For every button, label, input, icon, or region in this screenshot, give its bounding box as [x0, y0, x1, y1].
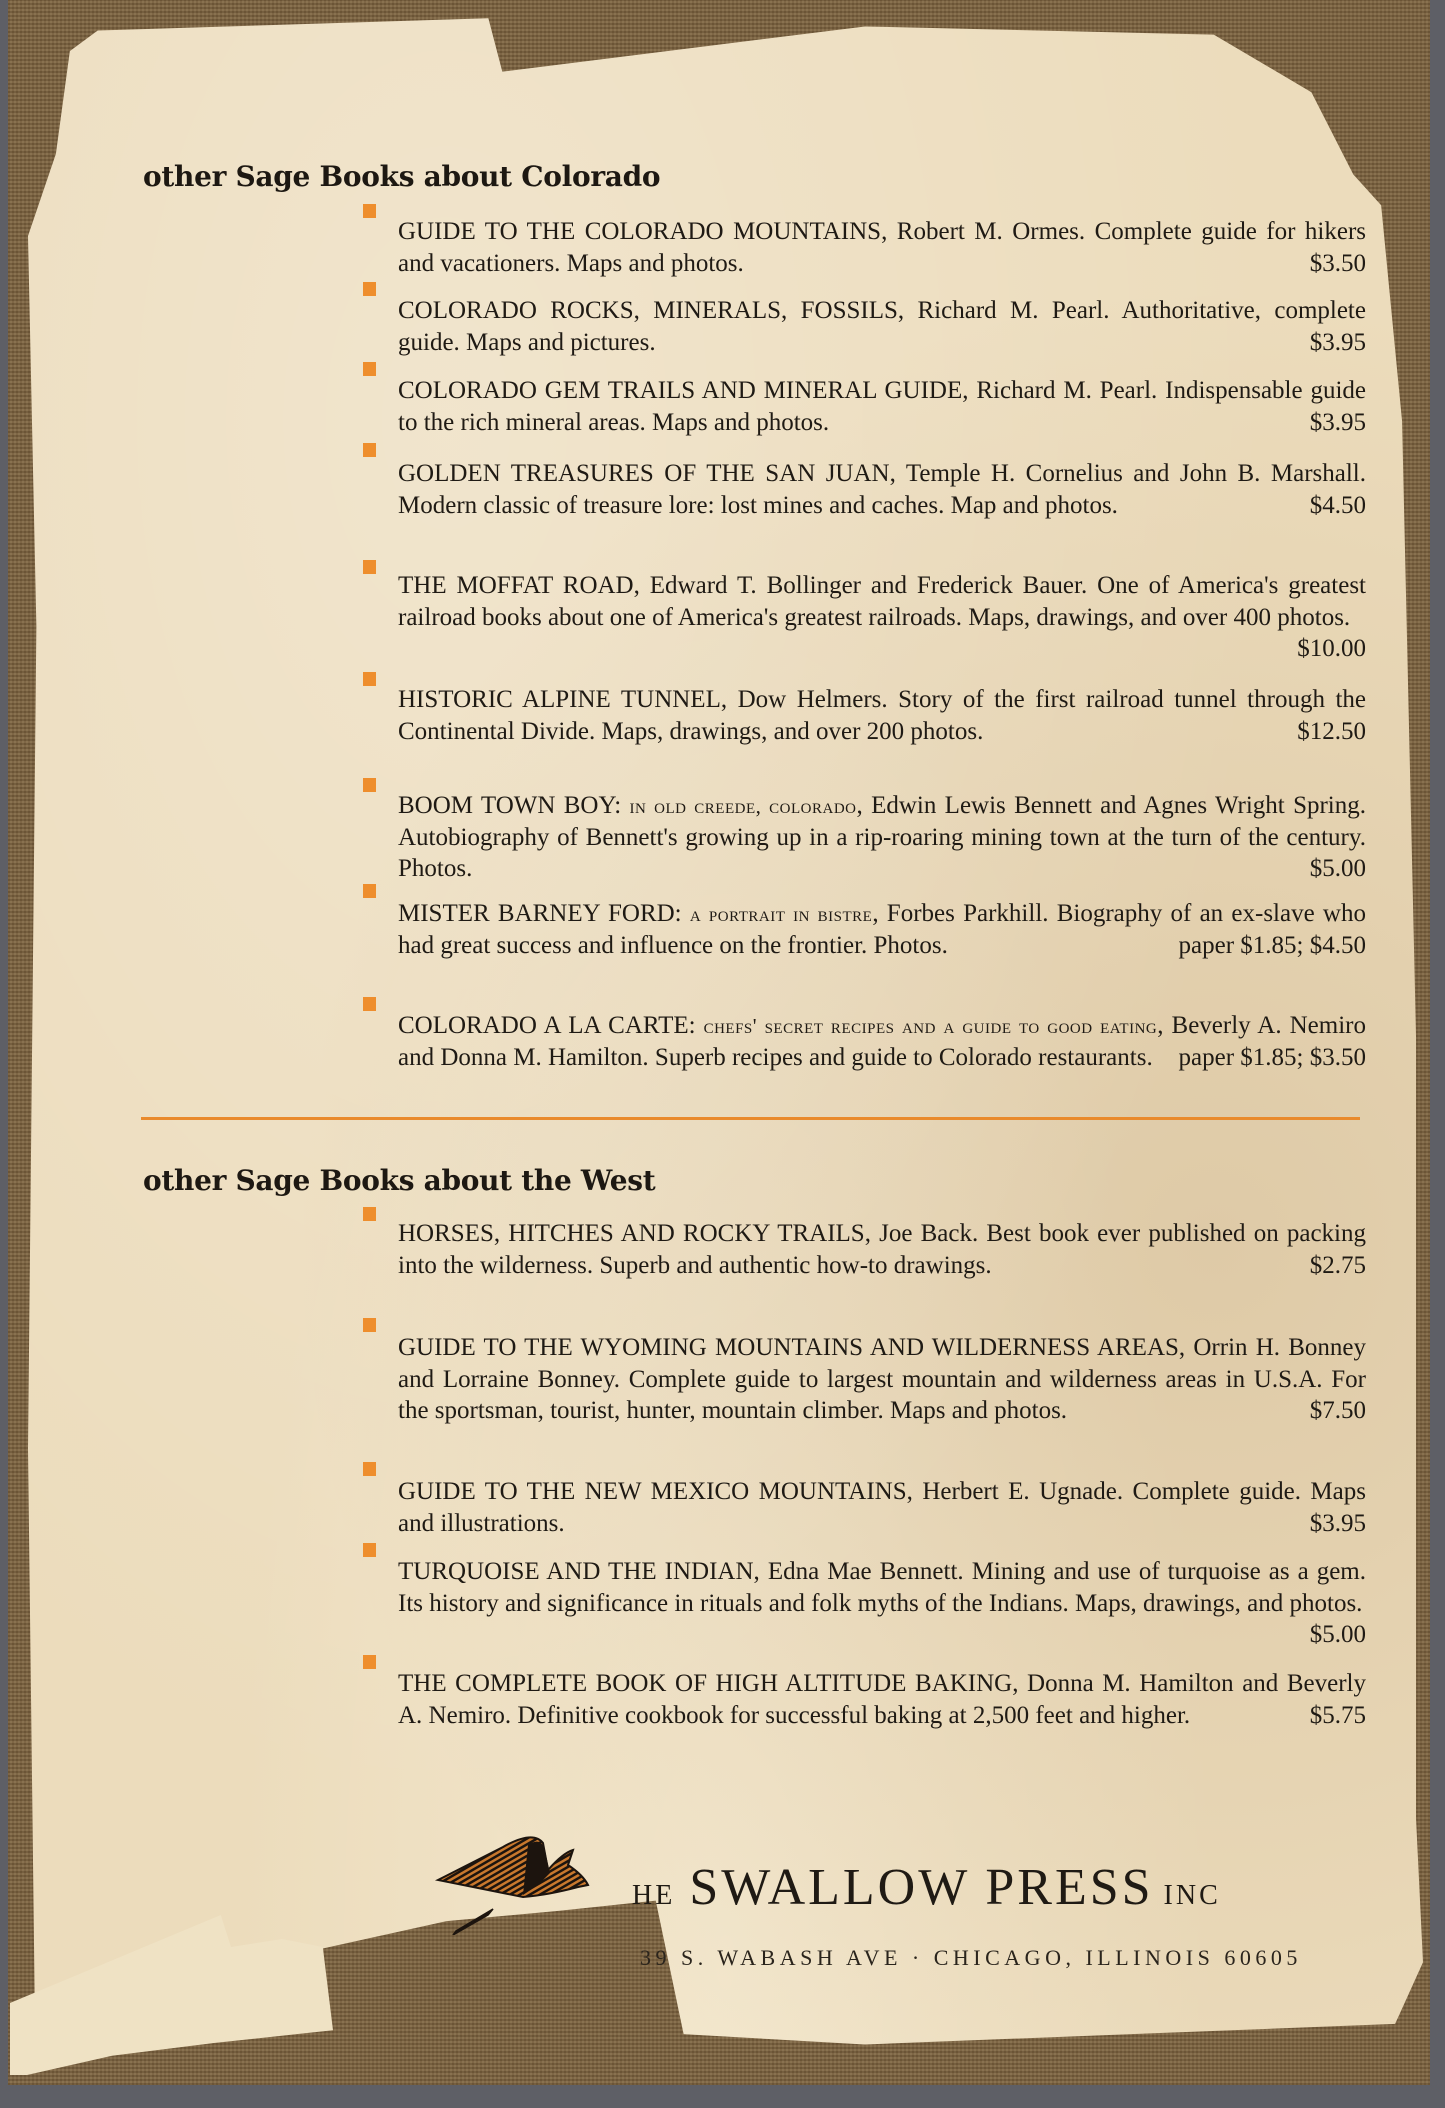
book-price: paper $1.85; $3.50: [1178, 1044, 1366, 1071]
book-title: HISTORIC ALPINE TUNNEL: [398, 686, 721, 713]
book-entry: [398, 1668, 1366, 1731]
swallow-bird-icon: [428, 1825, 598, 1935]
book-description: , Richard M. Pearl. Authoritative, complete guide. Maps and pictures.: [398, 297, 1366, 356]
book-title: MISTER BARNEY FORD:: [398, 900, 690, 927]
book-description: , Joe Back. Best book ever published on packing into the wilderness. Superb and authentic how-to drawings.: [398, 1220, 1366, 1279]
publisher-inc: INC: [1163, 1880, 1221, 1911]
book-price: $3.50: [1309, 250, 1366, 277]
publisher-logo: [632, 1858, 1221, 1917]
book-entry: [398, 1476, 1366, 1539]
book-price: $10.00: [1297, 635, 1366, 662]
book-title: COLORADO A LA CARTE:: [398, 1012, 704, 1039]
book-entry: [398, 1218, 1366, 1281]
book-entry: [398, 375, 1366, 438]
orange-bullet-icon: [363, 1462, 376, 1476]
book-entry: [398, 216, 1366, 279]
book-price: $4.50: [1309, 492, 1366, 519]
publisher-address: 39 S. WABASH AVE · CHICAGO, ILLINOIS 60605: [640, 1945, 1302, 1970]
book-entry: [398, 570, 1366, 664]
book-entry: [398, 1556, 1366, 1650]
book-entry: [398, 790, 1366, 884]
book-price: $5.00: [1309, 855, 1366, 882]
book-entry: [398, 684, 1366, 747]
book-price: $3.95: [1309, 329, 1366, 356]
book-subtitle: in old creede, colorado: [629, 794, 857, 818]
book-title: BOOM TOWN BOY:: [398, 792, 630, 819]
book-price: paper $1.85; $4.50: [1178, 932, 1366, 959]
orange-bullet-icon: [363, 204, 376, 218]
book-description: , Temple H. Cornelius and John B. Marshall. Modern classic of treasure lore: lost mines and caches. Map and photos.: [398, 460, 1366, 519]
book-title: GUIDE TO THE NEW MEXICO MOUNTAINS: [398, 1478, 907, 1505]
book-description: , Edwin Lewis Bennett and Agnes Wright Spring. Autobiography of Bennett's growing up in a rip-roaring mining town at the turn of the century. Photos.: [398, 792, 1366, 882]
book-entry: [398, 295, 1366, 358]
book-entry: [398, 458, 1366, 521]
book-title: COLORADO GEM TRAILS AND MINERAL GUIDE: [398, 377, 963, 404]
book-entry: [398, 1332, 1366, 1426]
orange-bullet-icon: [363, 1318, 376, 1332]
book-title: GUIDE TO THE COLORADO MOUNTAINS: [398, 218, 882, 245]
book-price: $7.50: [1309, 1397, 1366, 1424]
book-title: GUIDE TO THE WYOMING MOUNTAINS AND WILDERNESS AREAS: [398, 1334, 1179, 1361]
book-description: , Beverly A. Nemiro and Donna M. Hamilton. Superb recipes and guide to Colorado restaurants.: [398, 1012, 1366, 1071]
book-price: $5.00: [1309, 1621, 1366, 1648]
section-divider: [141, 1117, 1360, 1120]
publisher-name: SWALLOW PRESS: [689, 1859, 1154, 1916]
book-description: , Orrin H. Bonney and Lorraine Bonney. Complete guide to largest mountain and wilderness areas in U.S.A. For the sportsman, tourist, hunter, mountain climber. Maps and photos.: [398, 1334, 1366, 1424]
book-subtitle: a portrait in bistre: [689, 902, 873, 926]
orange-bullet-icon: [363, 362, 376, 376]
orange-bullet-icon: [363, 778, 376, 792]
book-price: $2.75: [1309, 1252, 1366, 1279]
book-entry: [398, 1010, 1366, 1073]
orange-bullet-icon: [363, 282, 376, 296]
book-description: , Forbes Parkhill. Biography of an ex-slave who had great success and influence on the frontier. Photos.: [398, 900, 1366, 959]
book-title: TURQUOISE AND THE INDIAN: [398, 1558, 754, 1585]
orange-bullet-icon: [363, 1207, 376, 1221]
book-price: $12.50: [1297, 718, 1366, 745]
section-heading-colorado: other Sage Books about Colorado: [143, 160, 661, 193]
book-description: , Herbert E. Ugnade. Complete guide. Maps and illustrations.: [398, 1478, 1366, 1537]
book-description: , Donna M. Hamilton and Beverly A. Nemiro. Definitive cookbook for successful baking at 2,500 feet and higher.: [398, 1670, 1366, 1729]
orange-bullet-icon: [363, 443, 376, 457]
book-description: , Edward T. Bollinger and Frederick Bauer. One of America's greatest railroad books about one of America's greatest railroads. Maps, drawings, and over 400 photos.: [398, 572, 1366, 631]
book-title: HORSES, HITCHES AND ROCKY TRAILS: [398, 1220, 865, 1247]
orange-bullet-icon: [363, 1655, 376, 1669]
orange-bullet-icon: [363, 560, 376, 574]
book-price: $3.95: [1309, 409, 1366, 436]
publisher-the: HE: [632, 1880, 676, 1911]
book-title: THE COMPLETE BOOK OF HIGH ALTITUDE BAKING: [398, 1670, 1013, 1697]
book-price: $5.75: [1309, 1702, 1366, 1729]
orange-bullet-icon: [363, 672, 376, 686]
book-entry: [398, 898, 1366, 961]
book-description: , Dow Helmers. Story of the first railroad tunnel through the Continental Divide. Maps, drawings, and over 200 photos.: [398, 686, 1366, 745]
book-price: $3.95: [1309, 1510, 1366, 1537]
section-heading-west: other Sage Books about the West: [143, 1164, 656, 1197]
book-description: , Robert M. Ormes. Complete guide for hikers and vacationers. Maps and photos.: [398, 218, 1366, 277]
orange-bullet-icon: [363, 884, 376, 898]
book-title: THE MOFFAT ROAD: [398, 572, 634, 599]
book-title: COLORADO ROCKS, MINERALS, FOSSILS: [398, 297, 898, 324]
orange-bullet-icon: [363, 1543, 376, 1557]
book-description: , Edna Mae Bennett. Mining and use of turquoise as a gem. Its history and significance in rituals and folk myths of the Indians. Maps, drawings, and photos.: [398, 1558, 1366, 1617]
book-description: , Richard M. Pearl. Indispensable guide to the rich mineral areas. Maps and photos.: [398, 377, 1366, 436]
book-title: GOLDEN TREASURES OF THE SAN JUAN: [398, 460, 890, 487]
book-subtitle: chefs' secret recipes and a guide to good eating: [703, 1014, 1158, 1038]
orange-bullet-icon: [363, 997, 376, 1011]
